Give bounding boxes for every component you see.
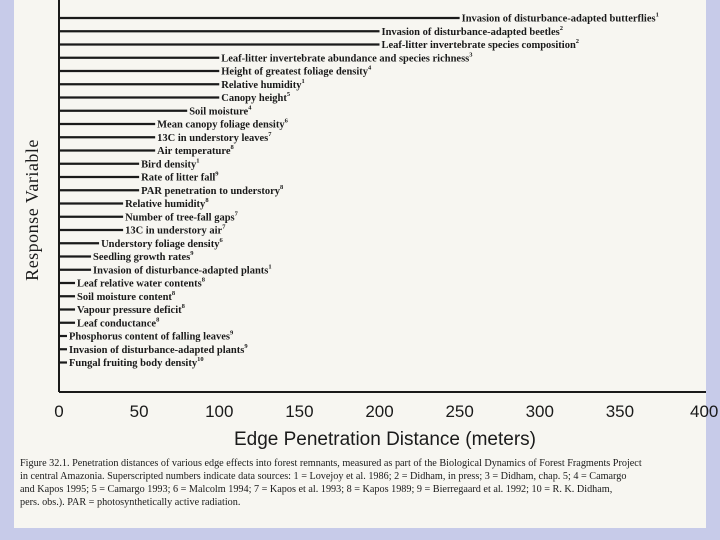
bar-label-text: Soil moisture — [189, 106, 249, 118]
bar-label-text: Rate of litter fall — [141, 172, 216, 184]
bar-label-superscript: 8 — [201, 276, 205, 284]
bar-label-text: Soil moisture content — [77, 291, 172, 303]
bar-label-9 — [157, 118, 288, 131]
figure-caption — [20, 457, 710, 509]
bar-label-superscript: 3 — [469, 51, 473, 59]
bar-label-text: Leaf relative water contents — [77, 278, 202, 290]
bar-label-text: Bird density — [141, 159, 197, 171]
bar-label-22 — [77, 290, 176, 303]
bar-label-text: Invasion of disturbance-adapted beetles — [381, 26, 560, 38]
bar-label-text: Leaf-litter invertebrate species composition — [381, 40, 576, 51]
x-tick-label-150: 150 — [285, 402, 314, 421]
bar-label-text: Leaf conductance — [77, 318, 157, 330]
bar-label-superscript: 7 — [268, 130, 272, 138]
bar-label-17 — [125, 224, 226, 237]
bar-label-5 — [221, 65, 372, 78]
caption-line-1: Figure 32.1. Penetration distances of various edge effects into forest remnants, measured as part of the Biological Dynamics of Forest Fragments Project — [20, 458, 642, 469]
bar-label-2 — [382, 25, 563, 38]
bar-label-text: Seedling growth rates — [93, 252, 191, 263]
x-tick-label-100: 100 — [205, 402, 234, 421]
bar-label-text: 13C in understory leaves — [157, 132, 269, 144]
bar-label-text: Relative humidity — [221, 79, 302, 91]
x-tick-label-50: 50 — [129, 402, 149, 421]
bar-label-16 — [125, 210, 239, 223]
bar-label-superscript: 1 — [196, 157, 200, 165]
x-axis-title: Edge Penetration Distance (meters) — [233, 429, 537, 450]
bar-label-text: Air temperature — [157, 146, 231, 157]
bar-label-superscript: 8 — [230, 144, 234, 151]
bar-label-text: Phosphorus content of falling leaves — [69, 331, 231, 343]
bar-label-23 — [77, 303, 186, 316]
bar-label-21 — [77, 277, 206, 290]
caption-line-4: pers. obs.). PAR = photosynthetically active radiation. — [20, 497, 241, 508]
bar-label-superscript: 8 — [280, 183, 284, 191]
bar-label-11 — [157, 144, 234, 157]
bar-label-superscript: 4 — [248, 104, 252, 112]
bar-label-superscript: 6 — [219, 236, 223, 244]
bar-label-4 — [221, 51, 473, 64]
bar-label-superscript: 6 — [284, 117, 288, 125]
bar-label-text: 13C in understory air — [125, 225, 223, 237]
bar-label-superscript: 1 — [268, 263, 272, 271]
bar-label-3 — [382, 38, 580, 51]
bar-label-12 — [141, 157, 199, 170]
bar-label-6 — [221, 78, 304, 91]
bar-label-14 — [141, 184, 284, 197]
bar-label-superscript: 8 — [171, 289, 176, 297]
bar-label-superscript: 7 — [234, 210, 238, 218]
bar-label-superscript: 2 — [559, 24, 563, 32]
x-tick-label-0: 0 — [54, 402, 64, 421]
bar-label-text: Vapour pressure deficit — [77, 305, 182, 316]
bar-label-superscript: 1 — [301, 77, 305, 85]
x-tick-label-400: 400 — [690, 402, 719, 421]
bar-label-text: Number of tree-fall gaps — [125, 212, 235, 224]
bar-label-text: Understory foliage density — [101, 238, 220, 250]
bar-label-superscript: 9 — [230, 329, 234, 337]
caption-line-2: in central Amazonia. Superscripted numbers indicate data sources: 1 = Lovejoy et al. 1986; 2 = Didham, in press; 3 = Didham, chap. 5; 4 = Camargo — [20, 471, 627, 482]
bar-label-superscript: 9 — [244, 342, 248, 350]
bar-label-text: Leaf-litter invertebrate abundance and species richness — [221, 53, 470, 65]
bar-label-text: Invasion of disturbance-adapted butterflies — [461, 13, 656, 25]
bar-label-superscript: 9 — [215, 170, 219, 178]
bar-label-superscript: 8 — [181, 303, 185, 310]
bar-label-superscript: 9 — [190, 250, 194, 257]
bar-label-text: Invasion of disturbance-adapted plants — [93, 265, 269, 277]
bar-label-8 — [189, 104, 252, 117]
bar-label-15 — [125, 197, 209, 210]
x-tick-label-300: 300 — [525, 402, 554, 421]
bar-label-20 — [93, 263, 272, 276]
bar-label-18 — [101, 237, 223, 250]
caption-line-3: and Kapos 1995; 5 = Camargo 1993; 6 = Malcolm 1994; 7 = Kapos et al. 1993; 8 = Kapos 1989; 9 = Bierregaard et al. 1992; 10 = R. K. Didham, — [20, 484, 613, 495]
bar-label-text: Canopy height — [221, 93, 287, 104]
x-tick-label-200: 200 — [365, 402, 394, 421]
bar-label-superscript: 5 — [286, 91, 291, 98]
bar-label-19 — [93, 250, 194, 263]
bar-label-24 — [77, 316, 160, 329]
bar-label-27 — [69, 356, 204, 369]
bar-label-25 — [69, 330, 234, 343]
bar-label-text: PAR penetration to understory — [141, 185, 281, 197]
bar-label-superscript: 2 — [575, 38, 580, 45]
x-tick-label-350: 350 — [605, 402, 635, 421]
x-tick-labels — [54, 402, 718, 421]
bar-label-1 — [462, 12, 659, 25]
bar-label-10 — [157, 131, 272, 144]
bar-label-text: Fungal fruiting body density — [69, 358, 198, 369]
bar-label-text: Relative humidity — [125, 199, 206, 210]
bar-labels-layer — [69, 12, 659, 370]
bar-label-text: Invasion of disturbance-adapted plants — [69, 344, 245, 356]
bar-label-7 — [221, 91, 291, 104]
bar-label-13 — [141, 171, 219, 184]
bar-label-text: Height of greatest foliage density — [221, 66, 369, 78]
bar-label-superscript: 4 — [368, 64, 372, 72]
bar-label-superscript: 1 — [655, 11, 659, 19]
bar-label-text: Mean canopy foliage density — [157, 119, 285, 131]
bar-label-26 — [69, 343, 248, 356]
bar-label-superscript: 8 — [205, 197, 209, 204]
bar-label-superscript: 8 — [156, 316, 160, 324]
x-tick-label-250: 250 — [445, 402, 474, 421]
bar-label-superscript: 7 — [222, 223, 226, 231]
bar-label-superscript: 10 — [197, 356, 204, 363]
y-axis-title: Response Variable — [22, 139, 42, 281]
